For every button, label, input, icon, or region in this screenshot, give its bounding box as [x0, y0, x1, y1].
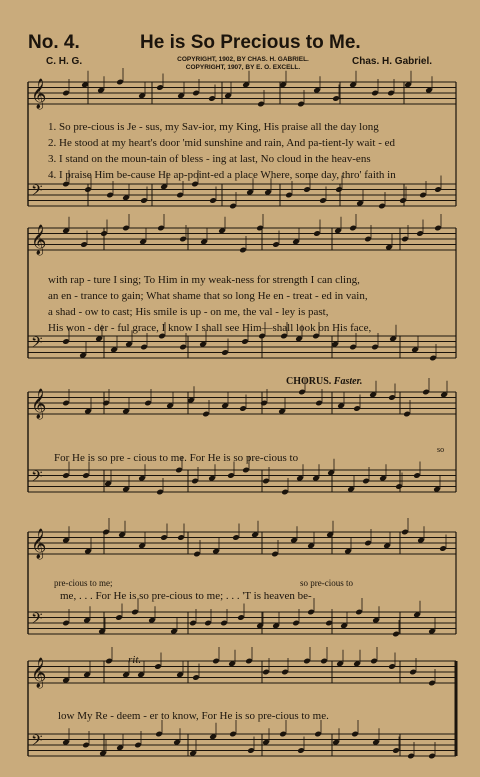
copyright-line-2: COPYRIGHT, 1907, BY E. O. EXCELL.: [185, 64, 301, 71]
verse-2-line-2: an en - trance to gain; What shame that so long He en - treat - ed in vain,: [48, 290, 368, 302]
chorus-line-2-upper-b: so pre-cious to: [300, 578, 353, 588]
chorus-line-1: For He is so pre - cious to me. For He is so pre-cious to: [54, 452, 299, 464]
treble-clef-icon: 𝄞: [31, 79, 47, 109]
verse-4-line-1: 4. I praise Him be-cause He ap-point-ed a place Where, some day, thro' faith in: [48, 169, 396, 181]
treble-clef-icon: 𝄞: [31, 529, 47, 559]
chorus-marking: [286, 376, 362, 387]
tempo-marking: Faster.: [333, 376, 363, 387]
chorus-line-2-upper: pre-cious to me;: [54, 578, 113, 588]
chorus-line-2-lower: me, . . . For He is so pre-cious to me; . . . 'T is heaven be-: [60, 590, 312, 602]
bass-clef-icon: 𝄢: [31, 334, 43, 355]
chorus-line-3: low My Re - deem - er to know, For He is so pre-cious to me.: [58, 710, 329, 722]
composer-initials: C. H. G.: [46, 56, 83, 67]
chorus-so-small: so: [437, 445, 445, 454]
treble-clef-icon: 𝄞: [31, 225, 47, 255]
copyright-line-1: COPYRIGHT, 1902, BY CHAS. H. GABRIEL.: [177, 56, 309, 63]
hymn-number: No. 4.: [28, 32, 80, 53]
bass-clef-icon: 𝄢: [31, 182, 43, 203]
ritardando-marking: rit.: [128, 654, 142, 666]
chorus-label: CHORUS.: [286, 376, 332, 387]
verse-2-line-1: 2. He stood at my heart's door 'mid sunshine and rain, And pa-tient-ly wait - ed: [48, 137, 396, 149]
verse-1-line-2: with rap - ture I sing; To Him in my weak-ness for strength I can cling,: [48, 274, 360, 286]
author-credit: Chas. H. Gabriel.: [352, 56, 433, 67]
treble-clef-icon: 𝄞: [31, 389, 47, 419]
bass-clef-icon: 𝄢: [31, 468, 43, 489]
treble-clef-icon: 𝄞: [31, 658, 47, 688]
verse-3-line-2: a shad - ow to cast; His smile is up - on me, the val - ley is past,: [48, 306, 329, 318]
verse-4-line-2: His won - der - ful grace, I know I shall see Him—shall look on His face,: [48, 322, 372, 334]
bass-clef-icon: 𝄢: [31, 732, 43, 753]
bass-clef-icon: 𝄢: [31, 610, 43, 631]
verse-1-line-1: 1. So pre-cious is Je - sus, my Sav-ior, my King, His praise all the day long: [48, 121, 379, 133]
hymn-title: He is So Precious to Me.: [140, 32, 361, 53]
verse-3-line-1: 3. I stand on the moun-tain of bless - ing at last, No cloud in the heav-ens: [48, 153, 371, 165]
